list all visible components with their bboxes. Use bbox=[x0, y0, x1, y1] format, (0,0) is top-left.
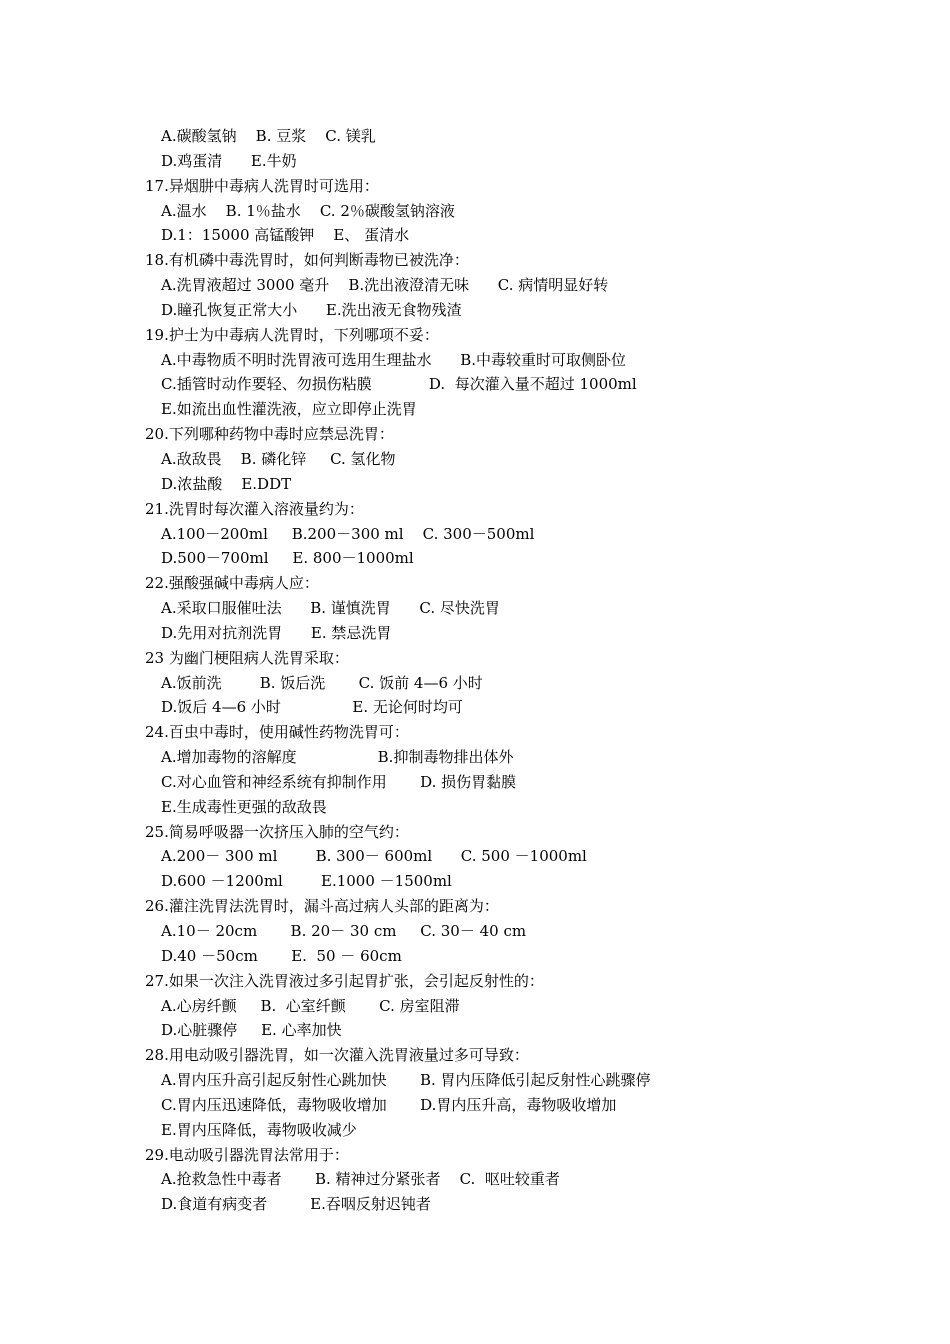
question-18: 18.有机磷中毒洗胃时，如何判断毒物已被洗净： bbox=[145, 251, 469, 270]
option-line: D.500－700ml E. 800－1000ml bbox=[161, 549, 414, 568]
option-line: D.饭后 4—6 小时 E. 无论何时均可 bbox=[161, 698, 463, 717]
option-line: A.敌敌畏 B. 磷化锌 C. 氢化物 bbox=[161, 449, 396, 468]
question-17: 17.异烟肼中毒病人洗胃时可选用： bbox=[145, 176, 379, 195]
option-line: A.10－ 20cm B. 20－ 30 cm C. 30－ 40 cm bbox=[161, 922, 527, 940]
question-25: 25.简易呼吸器一次挤压入肺的空气约： bbox=[145, 822, 409, 841]
option-line: A.100－200ml B.200－300 ml C. 300－500ml bbox=[161, 524, 535, 543]
option-line: D.1：15000 高锰酸钾 E、 蛋清水 bbox=[161, 226, 410, 245]
question-22: 22.强酸强碱中毒病人应： bbox=[145, 574, 319, 593]
option-line: A.采取口服催吐法 B. 谨慎洗胃 C. 尽快洗胃 bbox=[161, 599, 500, 618]
option-line: D.瞳孔恢复正常大小 E.洗出液无食物残渣 bbox=[161, 300, 462, 319]
option-line: D.心脏骤停 E. 心率加快 bbox=[161, 1021, 342, 1040]
question-28: 28.用电动吸引器洗胃，如一次灌入洗胃液量过多可导致： bbox=[145, 1046, 529, 1065]
option-line: E.生成毒性更强的敌敌畏 bbox=[161, 797, 327, 816]
option-line: D.浓盐酸 E.DDT bbox=[161, 474, 292, 493]
option-line: E.如流出血性灌洗液，应立即停止洗胃 bbox=[161, 400, 417, 419]
question-29: 29.电动吸引器洗胃法常用于： bbox=[145, 1145, 349, 1164]
question-24: 24.百虫中毒时，使用碱性药物洗胃可： bbox=[145, 723, 409, 742]
option-line: A.胃内压升高引起反射性心跳加快 B. 胃内压降低引起反射性心跳骤停 bbox=[161, 1071, 651, 1090]
option-line: A.心房纤颤 B. 心室纤颤 C. 房室阻滞 bbox=[161, 996, 460, 1015]
option-line: A.抢救急性中毒者 B. 精神过分紧张者 C. 呕吐较重者 bbox=[161, 1170, 560, 1189]
option-line: A.温水 B. 1％盐水 C. 2％碳酸氢钠溶液 bbox=[161, 201, 455, 220]
option-line: A.200－ 300 ml B. 300－ 600ml C. 500 －1000ml bbox=[161, 847, 587, 866]
option-line: A.增加毒物的溶解度 B.抑制毒物排出体外 bbox=[161, 748, 514, 767]
question-19: 19.护士为中毒病人洗胃时，下列哪项不妥： bbox=[145, 325, 439, 344]
option-line: D.鸡蛋清 E.牛奶 bbox=[161, 151, 297, 170]
question-23: 23 为幽门梗阻病人洗胃采取： bbox=[145, 648, 349, 667]
question-27: 27.如果一次注入洗胃液过多引起胃扩张，会引起反射性的： bbox=[145, 971, 544, 990]
option-line: C.对心血管和神经系统有抑制作用 D. 损伤胃黏膜 bbox=[161, 772, 517, 791]
option-line: A.洗胃液超过 3000 毫升 B.洗出液澄清无味 C. 病情明显好转 bbox=[161, 276, 609, 295]
option-line: D.先用对抗剂洗胃 E. 禁忌洗胃 bbox=[161, 623, 392, 642]
option-line: C.胃内压迅速降低，毒物吸收增加 D.胃内压升高，毒物吸收增加 bbox=[161, 1095, 617, 1114]
option-line: A.中毒物质不明时洗胃液可选用生理盐水 B.中毒较重时可取侧卧位 bbox=[161, 350, 627, 369]
question-list bbox=[145, 124, 845, 1217]
question-26: 26.灌注洗胃法洗胃时，漏斗高过病人头部的距离为： bbox=[145, 897, 499, 916]
option-line: A.碳酸氢钠 B. 豆浆 C. 镁乳 bbox=[161, 127, 376, 145]
question-21: 21.洗胃时每次灌入溶液量约为： bbox=[145, 499, 364, 518]
option-line: D.600 －1200ml E.1000 －1500ml bbox=[161, 872, 452, 891]
option-line: A.饭前洗 B. 饭后洗 C. 饭前 4—6 小时 bbox=[161, 673, 483, 692]
option-line: E.胃内压降低，毒物吸收减少 bbox=[161, 1120, 357, 1139]
question-20: 20.下列哪种药物中毒时应禁忌洗胃： bbox=[145, 425, 394, 444]
option-line: C.插管时动作要轻、勿损伤粘膜 D. 每次灌入量不超过 1000ml bbox=[161, 375, 637, 394]
option-line: D.40 －50cm E. 50 － 60cm bbox=[161, 946, 402, 965]
option-line: D.食道有病变者 E.吞咽反射迟钝者 bbox=[161, 1195, 431, 1214]
